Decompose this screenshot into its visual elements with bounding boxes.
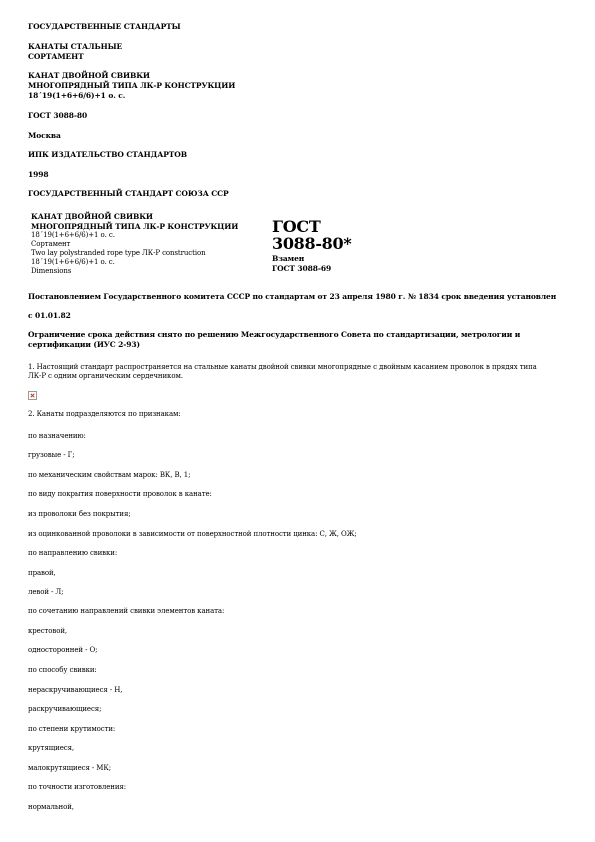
- list-item: крестовой,: [28, 627, 68, 635]
- standard-heading: ГОСУДАРСТВЕННЫЙ СТАНДАРТ СОЮЗА ССР: [28, 189, 229, 198]
- list-item: односторонней - О;: [28, 646, 98, 654]
- standard-line-6: 18´19(1+6+6/6)+1 o. c.: [31, 258, 115, 266]
- standard-title-block: [31, 212, 238, 276]
- list-item: нераскручивающиеся - Н,: [28, 686, 123, 694]
- list-item: по способу свивки:: [28, 666, 97, 674]
- list-item: по степени крутимости:: [28, 725, 116, 733]
- gost-big-label: ГОСТ: [272, 217, 321, 236]
- list-item: по точности изготовления:: [28, 783, 126, 791]
- gost-number: ГОСТ 3088-80: [28, 111, 88, 120]
- rope-line-2: МНОГОПРЯДНЫЙ ТИПА ЛК-Р КОНСТРУКЦИИ: [28, 81, 236, 90]
- paragraph-2: 2. Канаты подразделяются по признакам:: [28, 410, 181, 418]
- city: Москва: [28, 131, 61, 140]
- title-line-2: СОРТАМЕНТ: [28, 52, 84, 61]
- replace-label: Взамен: [272, 254, 305, 263]
- broken-image-icon: [28, 391, 37, 400]
- limit-note: Ограничение срока действия снято по решению Межгосударственного Совета по стандартизации, метрологии и сертификации (ИУС 2-93): [28, 330, 521, 349]
- year: 1998: [28, 170, 49, 179]
- replace-value: ГОСТ 3088-69: [272, 263, 332, 273]
- standard-line-4: Сортамент: [31, 240, 71, 248]
- rope-line-3: 18´19(1+6+6/6)+1 о. с.: [28, 91, 126, 100]
- gost-designation-block: [272, 218, 351, 273]
- list-item: по назначению:: [28, 432, 86, 440]
- list-item: из оцинкованной проволоки в зависимости от поверхностной плотности цинка: С, Ж, ОЖ;: [28, 530, 357, 538]
- list-item: по механическим свойствам марок: ВК, В, 1;: [28, 471, 191, 479]
- list-item: по виду покрытия поверхности проволок в канате:: [28, 490, 212, 498]
- list-item: правой,: [28, 569, 56, 577]
- list-item: малокрутящиеся - МК;: [28, 764, 111, 772]
- list-item: раскручивающиеся;: [28, 705, 102, 713]
- standard-line-7: Dimensions: [31, 267, 72, 275]
- list-item: крутящиеся,: [28, 744, 75, 752]
- list-item: нормальной,: [28, 803, 74, 811]
- list-item: по сочетанию направлений свивки элементов каната:: [28, 607, 225, 615]
- title-line-1: КАНАТЫ СТАЛЬНЫЕ: [28, 42, 123, 51]
- org-heading: ГОСУДАРСТВЕННЫЕ СТАНДАРТЫ: [28, 22, 181, 31]
- standard-line-1: КАНАТ ДВОЙНОЙ СВИВКИ: [31, 212, 153, 221]
- rope-line-1: КАНАТ ДВОЙНОЙ СВИВКИ: [28, 71, 150, 80]
- list-item: из проволоки без покрытия;: [28, 510, 131, 518]
- list-item: левой - Л;: [28, 588, 64, 596]
- standard-line-5: Two lay polystranded rope type ЛК-Р construction: [31, 249, 206, 257]
- decree-text: Постановлением Государственного комитета СССР по стандартам от 23 апреля 1980 г. № 1834 срок введения установлен: [28, 292, 557, 301]
- publisher: ИПК ИЗДАТЕЛЬСТВО СТАНДАРТОВ: [28, 150, 187, 159]
- list-item: грузовые - Г;: [28, 451, 75, 459]
- standard-line-2: МНОГОПРЯДНЫЙ ТИПА ЛК-Р КОНСТРУКЦИИ: [31, 221, 239, 231]
- list-item: по направлению свивки:: [28, 549, 118, 557]
- effective-date: с 01.01.82: [28, 311, 71, 320]
- gost-big-number: 3088-80*: [272, 234, 352, 253]
- paragraph-1: 1. Настоящий стандарт распространяется на стальные канаты двойной свивки многопрядные с двойным касанием проволок в прядях типа ЛК-Р с одним органическим сердечником.: [28, 363, 537, 380]
- standard-line-3: 18´19(1+6+6/6)+1 о. с.: [31, 231, 115, 239]
